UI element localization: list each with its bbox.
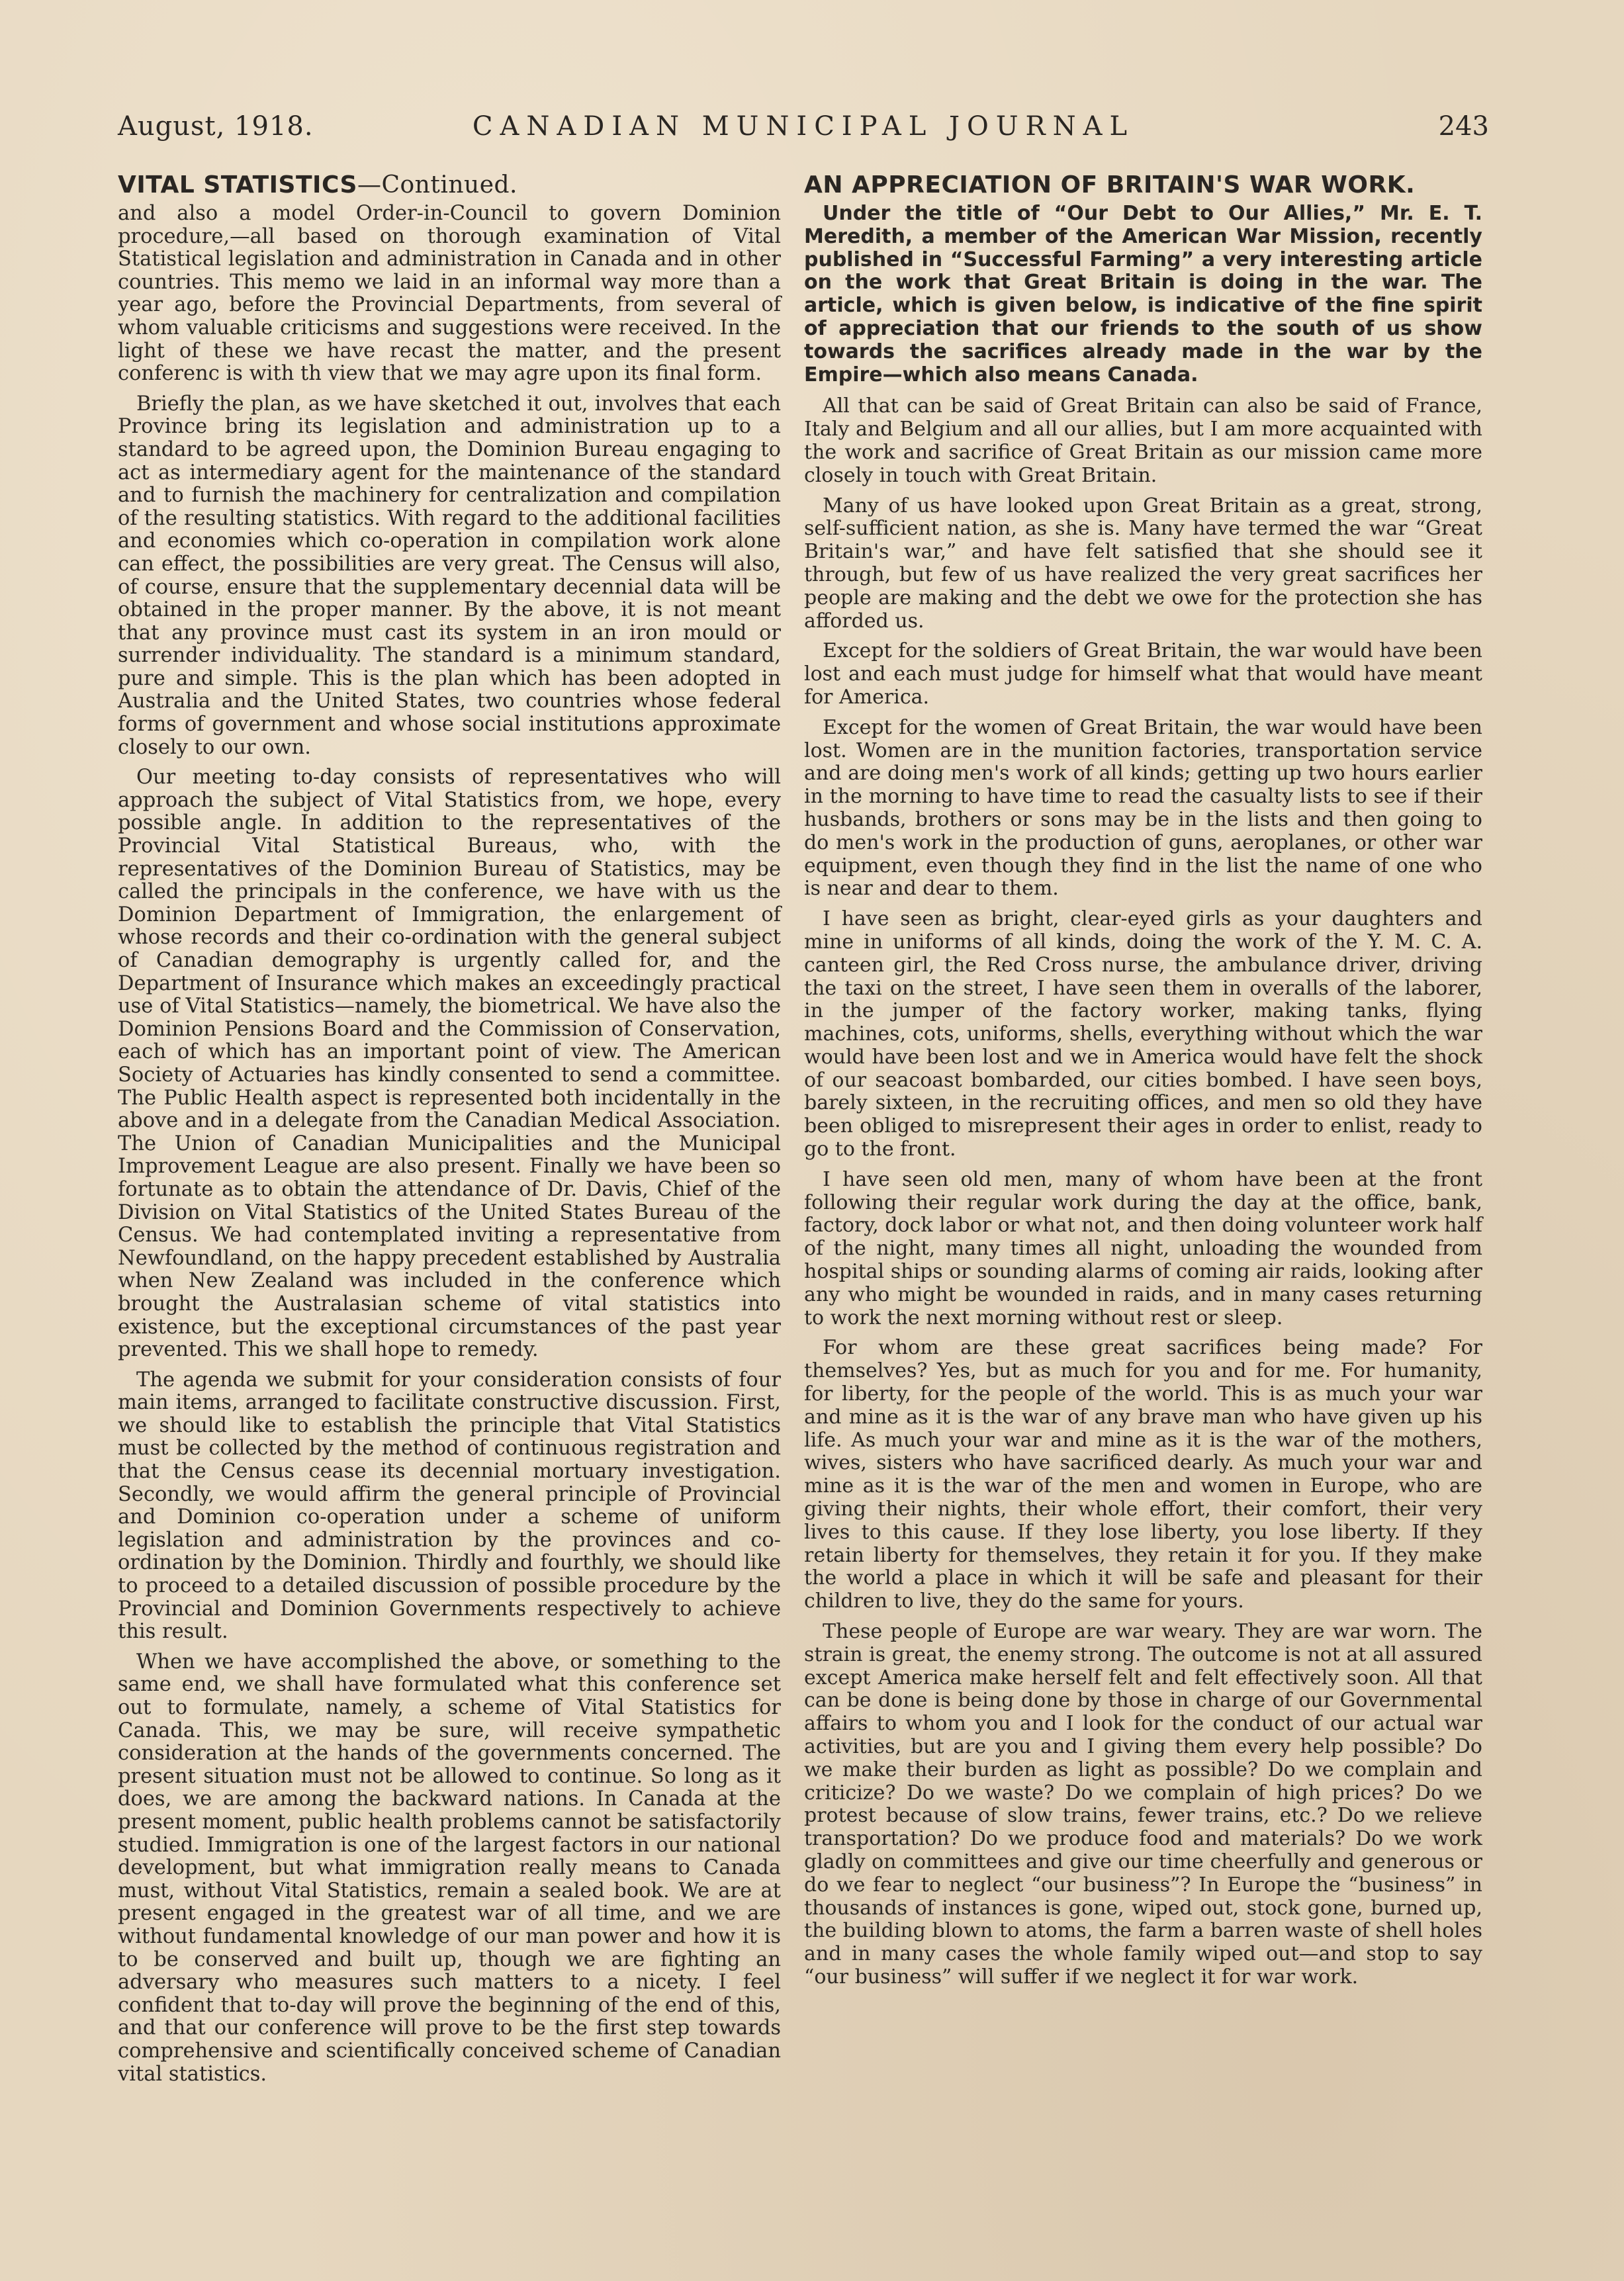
paragraph: When we have accomplished the above, or something to the same end, we shall have formulated what this conference set out to formulate, namely, a scheme of Vital Statistics for Canada. This, we may be sure, will receive sympathetic consideration at the hands of the governments concerned. The present situation must not be allowed to continue. So long as it does, we are among the backward nations. In Canada at the present moment, public health problems cannot be satisfactorily studied. Immigration is one of the largest factors in our national development, but what immigration really means to Canada must, without Vital Statistics, remain a sealed book. We are at present engaged in the greatest war of all time, and we are without fundamental knowledge of our man power and how it is to be conserved and built up, though we are fighting an adversary who measures such matters to a nicety. I feel confident that to-day will prove the beginning of the end of this, and that our conference will prove to be the first step towards comprehensive and scientifically conceived scheme of Canadian vital statistics. (118, 1650, 781, 2086)
running-header (118, 111, 1489, 151)
article-heading-britain-war-work: AN APPRECIATION OF BRITAIN'S WAR WORK. (804, 171, 1416, 199)
heading-continued: —Continued. (357, 171, 518, 199)
paragraph: Our meeting to-day consists of representatives who will approach the subject of Vital Statistics from, we hope, every possible angle. In addition to the representatives of the Provincial Vital Statistical Bureaus, who, with the representatives of the Dominion Bureau of Statistics, may be called the principals in the conference, we have with us the Dominion Department of Immigration, the enlargement of whose records and their co-ordination with the general subject of Canadian demography is urgently called for, and the Department of Insurance which makes an exceedingly practical use of Vital Statistics—namely, the biometrical. We have also the Dominion Pensions Board and the Commission of Conservation, each of which has an important point of view. The American Society of Actuaries has kindly consented to send a committee. The Public Health aspect is represented both incidentally in the above and in a delegate from the Canadian Medical Association. The Union of Canadian Municipalities and the Municipal Improvement League are also present. Finally we have been so fortunate as to obtain the attendance of Dr. Davis, Chief of the Division on Vital Statistics of the United States Bureau of the Census. We had contemplated inviting a representative from Newfoundland, on the happy precedent established by Australia when New Zealand was included in the conference which brought the Australasian scheme of vital statistics into existence, but the exceptional circumstances of the past year prevented. This we shall hope to remedy. (118, 766, 781, 1362)
issue-date: August, 1918. (118, 111, 314, 142)
article-lead: Under the title of “Our Debt to Our Allies,” Mr. E. T. Meredith, a member of the American War Mission, recently published in “Successful Farming” a very interesting article on the work that Great Britain is doing in the war. The article, which is given below, is indicative of the fine spirit of appreciation that our friends to the south of us show towards the sacrifices already made in the war by the Empire—which also means Canada. (804, 202, 1482, 386)
heading-text: VITAL STATISTICS (118, 171, 357, 199)
journal-title: CANADIAN MUNICIPAL JOURNAL (472, 111, 1135, 142)
article-heading-vital-statistics (118, 171, 781, 200)
paragraph: I have seen old men, many of whom have been at the front following their regular work during the day at the office, bank, factory, dock labor or what not, and then doing volunteer work half of the night, many times all night, unloading the wounded from hospital ships or sounding alarms of coming air raids, looking after any who might be wounded in raids, and in many cases returning to work the next morning without rest or sleep. (804, 1167, 1482, 1329)
paragraph: These people of Europe are war weary. They are war worn. The strain is great, the enemy strong. The outcome is not at all assured except America make herself felt and felt effectively soon. All that can be done is being done by those in charge of our Governmental affairs to whom you and I look for the conduct of our actual war activities, but are you and I giving them every help possible? Do we make their burden as light as possible? Do we complain and criticize? Do we waste? Do we complain of high prices? Do we protest because of slow trains, fewer trains, etc.? Do we relieve transportation? Do we produce food and materials? Do we work gladly on committees and give our time cheerfully and generous or do we fear to neglect “our business”? In Europe the “business” in thousands of instances is gone, wiped out, stock gone, burned up, the building blown to atoms, the farm a barren waste of shell holes and in many cases the whole family wiped out—and stop to say “our business” will suffer if we neglect it for war work. (804, 1620, 1482, 1989)
paragraph: I have seen as bright, clear-eyed girls as your daughters and mine in uniforms of all kinds, doing the work of the Y. M. C. A. canteen girl, the Red Cross nurse, the ambulance driver, driving the taxi on the street, I have seen them in overalls of the laborer, in the jumper of the factory worker, making tanks, flying machines, cots, uniforms, shells, everything without which the war would have been lost and we in America would have felt the shock of our seacoast bombarded, our cities bombed. I have seen boys, barely sixteen, in the recruiting offices, and men so old they have been obliged to misrepresent their ages in order to enlist, ready to go to the front. (804, 907, 1482, 1161)
paragraph: For whom are these great sacrifices being made? For themselves? Yes, but as much for you and for me. For humanity, for liberty, for the people of the world. This is as much your war and mine as it is the war of any brave man who have given up his life. As much your war and mine as it is the war of the mothers, wives, sisters who have sacrificed dearly. As much your war and mine as it is the war of the men and women in Europe, who are giving their nights, their whole effort, their comfort, their very lives to this cause. If they lose liberty, you lose liberty. If they retain liberty for themselves, they retain it for you. If they make the world a place in which it will be safe and pleasant for their children to live, they do the same for yours. (804, 1336, 1482, 1613)
page-number: 243 (1438, 111, 1489, 142)
paragraph: and also a model Order-in-Council to govern Dominion procedure,—all based on thorough examination of Vital Statistical legislation and administration in Canada and in other countries. This memo we laid in an informal way more than a year ago, before the Provincial Departments, from several of whom valuable criticisms and suggestions were received. In the light of these we have recast the matter, and the present conferenc is with th view that we may agre upon its final form. (118, 202, 781, 386)
left-column (118, 171, 781, 2093)
paragraph: The agenda we submit for your consideration consists of four main items, arranged to facilitate constructive discussion. First, we should like to establish the principle that Vital Statistics must be collected by the method of continuous registration and that the Census cease its decennial mortuary investigation. Secondly, we would affirm the general principle of Provincial and Dominion co-operation under a scheme of uniform legislation and administration by the provinces and co-ordination by the Dominion. Thirdly and fourthly, we should like to proceed to a detailed discussion of possible procedure by the Provincial and Dominion Governments respectively to achieve this result. (118, 1368, 781, 1644)
paragraph: Many of us have looked upon Great Britain as a great, strong, self-sufficient nation, as she is. Many have termed the war “Great Britain's war,” and have felt satisfied that she should see it through, but few of us have realized the very great sacrifices her people are making and the debt we owe for the protection she has afforded us. (804, 494, 1482, 633)
paragraph: All that can be said of Great Britain can also be said of France, Italy and Belgium and all our allies, but I am more acquainted with the work and sacrifice of Great Britain as our mission came more closely in touch with Great Britain. (804, 394, 1482, 487)
paragraph: Briefly the plan, as we have sketched it out, involves that each Province bring its legislation and administration up to a standard to be agreed upon, the Dominion Bureau engaging to act as intermediary agent for the maintenance of the standard and to furnish the machinery for centralization and compilation of the resulting statistics. With regard to the additional facilities and economies which co-operation in compilation work alone can effect, the possibilities are very great. The Census will also, of course, ensure that the supplementary decennial data will be obtained in the proper manner. By the above, it is not meant that any province must cast its system in an iron mould or surrender individuality. The standard is a minimum standard, pure and simple. This is the plan which has been adopted in Australia and the United States, two countries whose federal forms of government and whose social institutions approximate closely to our own. (118, 392, 781, 759)
right-column (804, 171, 1482, 1996)
paragraph: Except for the women of Great Britain, the war would have been lost. Women are in the munition factories, transportation service and are doing men's work of all kinds; getting up two hours earlier in the morning to have time to read the casualty lists to see if their husbands, brothers or sons may be in the lists and then going to do men's work in the production of guns, aeroplanes, or other war equipment, even though they find in the list the name of one who is near and dear to them. (804, 715, 1482, 901)
paragraph: Except for the soldiers of Great Britain, the war would have been lost and each must judge for himself what that would have meant for America. (804, 639, 1482, 709)
